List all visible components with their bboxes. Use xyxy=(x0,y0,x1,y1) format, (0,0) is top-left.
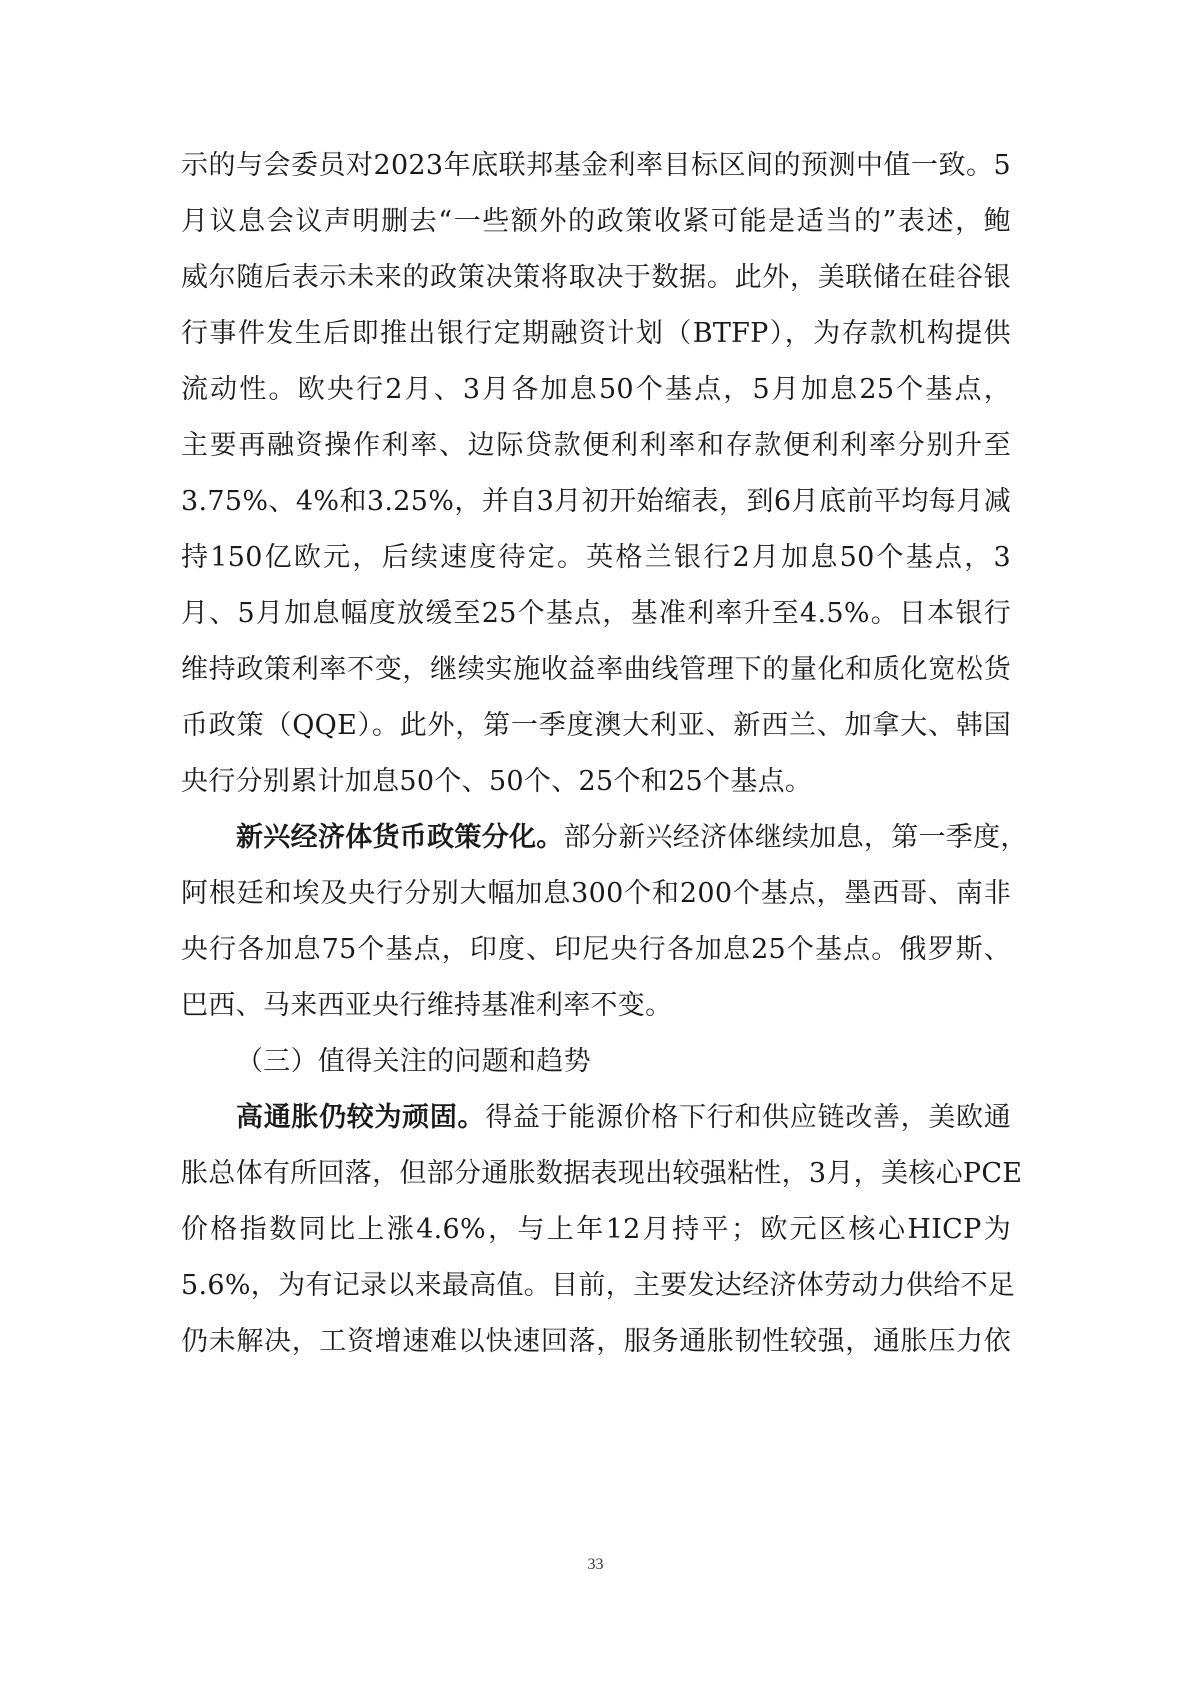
para3-first-rest: 得益于能源价格下行和供应链改善，美欧通 xyxy=(485,1102,1011,1133)
para3-line-4: 5.6%，为有记录以来最高值。目前，主要发达经济体劳动力供给不足 xyxy=(181,1270,1016,1301)
para3-lead: 高通胀仍较为顽固。 xyxy=(236,1102,486,1133)
para1-line-11: 币政策（QQE）。此外，第一季度澳大利亚、新西兰、加拿大、韩国 xyxy=(181,710,1011,741)
para1-line-4: 行事件发生后即推出银行定期融资计划（BTFP），为存款机构提供 xyxy=(181,318,1011,349)
para2-line-4: 巴西、马来西亚央行维持基准利率不变。 xyxy=(181,990,673,1021)
page-number: 33 xyxy=(587,1556,604,1573)
para2-first-rest: 部分新兴经济体继续加息，第一季度， xyxy=(563,822,1028,853)
para3-line-2: 胀总体有所回落，但部分通胀数据表现出较强粘性，3月，美核心PCE xyxy=(181,1158,1023,1189)
section-heading: （三）值得关注的问题和趋势 xyxy=(236,1046,591,1077)
para1-line-2: 月议息会议声明删去“一些额外的政策收紧可能是适当的”表述，鲍 xyxy=(181,206,1011,237)
para3-line-3: 价格指数同比上涨4.6%，与上年12月持平；欧元区核心HICP为 xyxy=(181,1214,1011,1245)
para3-line-5: 仍未解决，工资增速难以快速回落，服务通胀韧性较强，通胀压力依 xyxy=(181,1326,1011,1357)
para1-line-6: 主要再融资操作利率、边际贷款便利利率和存款便利利率分别升至 xyxy=(181,430,1011,461)
para1-line-7: 3.75%、4%和3.25%，并自3月初开始缩表，到6月底前平均每月减 xyxy=(181,486,1011,517)
para1-line-10: 维持政策利率不变，继续实施收益率曲线管理下的量化和质化宽松货 xyxy=(181,654,1011,685)
para3-line-1 xyxy=(236,1098,1011,1138)
para1-line-5: 流动性。欧央行2月、3月各加息50个基点，5月加息25个基点， xyxy=(181,374,1011,405)
para1-line-8: 持150亿欧元，后续速度待定。英格兰银行2月加息50个基点，3 xyxy=(181,542,1011,573)
para1-line-9: 月、5月加息幅度放缓至25个基点，基准利率升至4.5%。日本银行 xyxy=(181,598,1011,629)
para1-line-1: 示的与会委员对2023年底联邦基金利率目标区间的预测中值一致。5 xyxy=(181,150,1011,181)
para2-line-1 xyxy=(236,818,1028,858)
para2-lead: 新兴经济体货币政策分化。 xyxy=(236,822,564,853)
para2-line-3: 央行各加息75个基点，印度、印尼央行各加息25个基点。俄罗斯、 xyxy=(181,934,1011,965)
para2-line-2: 阿根廷和埃及央行分别大幅加息300个和200个基点，墨西哥、南非 xyxy=(181,878,1011,909)
para1-line-3: 威尔随后表示未来的政策决策将取决于数据。此外，美联储在硅谷银 xyxy=(181,262,1011,293)
para1-line-12: 央行分别累计加息50个、50个、25个和25个基点。 xyxy=(181,766,813,797)
